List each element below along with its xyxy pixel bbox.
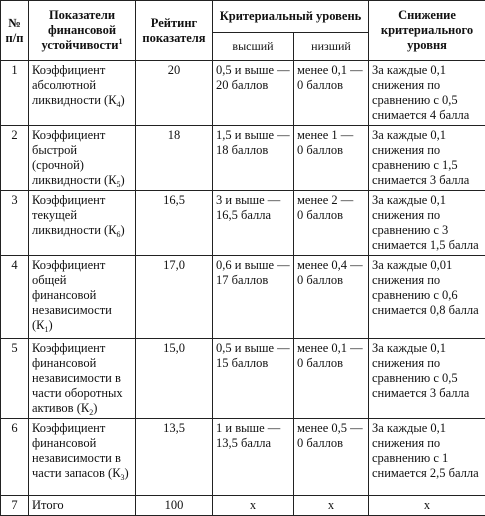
table-row xyxy=(1,61,485,126)
header-row xyxy=(1,1,485,33)
indicator-close-paren: ) xyxy=(121,93,125,107)
lower-level: менее 0,1 — 0 баллов xyxy=(294,61,369,126)
col-higher-header: высший xyxy=(213,33,294,61)
rating-value: 17,0 xyxy=(136,256,213,339)
indicator-name xyxy=(29,496,136,516)
decrease-rule: х xyxy=(369,496,485,516)
higher-level: 1,5 и выше — 18 баллов xyxy=(213,126,294,191)
lower-level: менее 0,4 — 0 баллов xyxy=(294,256,369,339)
col-lower-header: низший xyxy=(294,33,369,61)
decrease-rule: За каждые 0,01 снижения по сравнению с 0,6 снимается 0,8 балла xyxy=(369,256,485,339)
lower-level: х xyxy=(294,496,369,516)
indicator-name xyxy=(29,256,136,339)
col-num-header: № п/п xyxy=(1,1,29,61)
indicator-name-text: Коэффициент быстрой (срочной) ликвидности (К xyxy=(32,128,117,187)
higher-level: 3 и выше — 16,5 балла xyxy=(213,191,294,256)
indicator-header-text: Показатели финансовой устойчивости xyxy=(42,8,119,52)
decrease-rule: За каждые 0,1 снижения по сравнению с 0,5 снимается 3 балла xyxy=(369,339,485,419)
col-rating-header: Рейтинг показателя xyxy=(136,1,213,61)
table-row xyxy=(1,191,485,256)
higher-level: 0,6 и выше — 17 баллов xyxy=(213,256,294,339)
row-number: 4 xyxy=(1,256,29,339)
decrease-rule: За каждые 0,1 снижения по сравнению с 1 снимается 2,5 балла xyxy=(369,419,485,496)
rating-value: 13,5 xyxy=(136,419,213,496)
indicator-name xyxy=(29,419,136,496)
lower-level: менее 0,5 — 0 баллов xyxy=(294,419,369,496)
row-number: 1 xyxy=(1,61,29,126)
col-indicator-header xyxy=(29,1,136,61)
decrease-rule: За каждые 0,1 снижения по сравнению с 1,5 снимается 3 балла xyxy=(369,126,485,191)
higher-level: 1 и выше — 13,5 балла xyxy=(213,419,294,496)
table-row xyxy=(1,419,485,496)
indicator-name-text: Коэффициент текущей ликвидности (К xyxy=(32,193,117,237)
table-row xyxy=(1,126,485,191)
indicator-name xyxy=(29,339,136,419)
row-number: 7 xyxy=(1,496,29,516)
indicator-close-paren: ) xyxy=(125,466,129,480)
indicator-name-text: Коэффициент общей финансовой независимости (К xyxy=(32,258,112,332)
col-criteria-header: Критериальный уровень xyxy=(213,1,369,33)
table-body xyxy=(1,61,485,516)
indicator-name-text: Коэффициент абсолютной ликвидности (К xyxy=(32,63,117,107)
col-decrease-header: Снижение критериального уровня xyxy=(369,1,485,61)
indicator-subscript: 1 xyxy=(45,325,49,334)
lower-level: менее 1 — 0 баллов xyxy=(294,126,369,191)
decrease-rule: За каждые 0,1 снижения по сравнению с 0,5 снимается 4 балла xyxy=(369,61,485,126)
table-row xyxy=(1,496,485,516)
indicator-name-text: Коэффициент финансовой независимости в части оборотных активов (К xyxy=(32,341,123,415)
indicator-subscript: 2 xyxy=(89,408,93,417)
indicator-name xyxy=(29,191,136,256)
higher-level: 0,5 и выше — 20 баллов xyxy=(213,61,294,126)
indicator-header-footnote: 1 xyxy=(118,37,122,46)
table-row xyxy=(1,339,485,419)
higher-level: х xyxy=(213,496,294,516)
lower-level: менее 2 — 0 баллов xyxy=(294,191,369,256)
rating-value: 100 xyxy=(136,496,213,516)
rating-value: 20 xyxy=(136,61,213,126)
indicator-subscript: 4 xyxy=(117,100,121,109)
indicator-name xyxy=(29,61,136,126)
indicator-name xyxy=(29,126,136,191)
indicator-subscript: 5 xyxy=(117,180,121,189)
row-number: 2 xyxy=(1,126,29,191)
lower-level: менее 0,1 — 0 баллов xyxy=(294,339,369,419)
indicator-subscript: 6 xyxy=(117,230,121,239)
indicator-close-paren: ) xyxy=(49,318,53,332)
indicator-name-text: Итого xyxy=(32,498,64,512)
rating-value: 18 xyxy=(136,126,213,191)
row-number: 6 xyxy=(1,419,29,496)
indicator-close-paren: ) xyxy=(121,223,125,237)
indicator-close-paren: ) xyxy=(121,173,125,187)
rating-value: 16,5 xyxy=(136,191,213,256)
rating-value: 15,0 xyxy=(136,339,213,419)
indicator-name-text: Коэффициент финансовой независимости в части запасов (К xyxy=(32,421,121,480)
row-number: 5 xyxy=(1,339,29,419)
indicator-close-paren: ) xyxy=(93,401,97,415)
indicator-subscript: 3 xyxy=(121,473,125,482)
table-row xyxy=(1,256,485,339)
higher-level: 0,5 и выше — 15 баллов xyxy=(213,339,294,419)
decrease-rule: За каждые 0,1 снижения по сравнению с 3 снимается 1,5 балла xyxy=(369,191,485,256)
row-number: 3 xyxy=(1,191,29,256)
